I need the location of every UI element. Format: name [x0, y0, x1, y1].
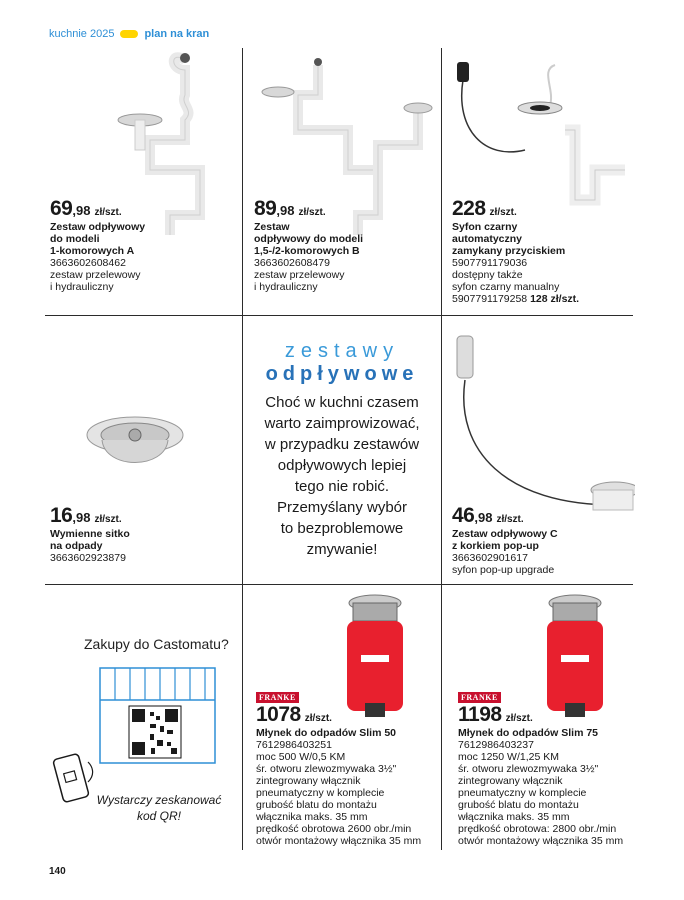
product-name-line: z korkiem pop-up	[452, 540, 539, 552]
price	[50, 504, 238, 527]
alt-product-code: 5907791179258	[452, 293, 528, 305]
grinder-50-image	[335, 593, 415, 723]
product-code: 3663602901617	[452, 552, 528, 564]
product-desc-line: włącznika maks. 35 mm	[458, 811, 570, 823]
product-card	[256, 703, 440, 847]
product-name-line: zamykany przyciskiem	[452, 245, 566, 257]
product-desc-line: i hydrauliczny	[50, 281, 114, 293]
product-desc-line: pneumatyczny w komplecie	[458, 787, 587, 799]
product-name-line: Młynek do odpadów Slim 50	[256, 727, 397, 739]
qr-note-line: kod QR!	[136, 809, 181, 823]
grid-divider	[45, 584, 633, 585]
price-main: 228	[452, 197, 486, 220]
product-desc-line: śr. otworu zlewozmywaka 3½"	[256, 763, 397, 775]
feature-title-2: odpływowe	[265, 363, 419, 385]
product-name-line: 1,5-/2-komorowych B	[254, 245, 360, 257]
product-name-line: do modeli	[50, 233, 100, 245]
feature-text-line: odpływowych lepiej	[277, 457, 407, 474]
product-name-line: 1-komorowych A	[50, 245, 135, 257]
feature-title-1: zestawy	[284, 340, 400, 362]
product-name-line: Zestaw odpływowy	[50, 221, 146, 233]
alt-product-row	[452, 293, 632, 305]
black-siphon-image	[445, 50, 635, 220]
feature-text-line: warto zaimprowizować,	[264, 415, 420, 432]
product-desc-line: i hydrauliczny	[254, 281, 318, 293]
grid-divider	[45, 315, 633, 316]
product-desc-line: zestaw przelewowy	[254, 269, 345, 281]
product-card	[254, 197, 438, 293]
price-unit: zł/szt.	[94, 514, 122, 525]
product-desc-line: grubość blatu do montażu	[256, 799, 377, 811]
product-name-line: odpływowy do modeli	[254, 233, 364, 245]
section-label: kuchnie 2025	[49, 28, 115, 40]
product-name-line: Zestaw odpływowy C	[452, 528, 558, 540]
product-code: 7612986403251	[256, 739, 332, 751]
product-desc-line: pneumatyczny w komplecie	[256, 787, 385, 799]
product-code: 5907791179036	[452, 257, 528, 269]
product-card	[458, 703, 638, 847]
product-name-line: na odpady	[50, 540, 103, 552]
product-name-line: Syfon czarny	[452, 221, 518, 233]
product-desc-line: zintegrowany włącznik	[458, 775, 563, 787]
grinder-75-image	[535, 593, 615, 723]
price-main: 69	[50, 197, 73, 220]
product-desc-line: syfon pop-up upgrade	[452, 564, 555, 576]
feature-text-line: to bezproblemowe	[280, 520, 404, 537]
product-desc-line: prędkość obrotowa: 2800 obr./min	[458, 823, 617, 835]
product-desc-line: śr. otworu zlewozmywaka 3½"	[458, 763, 599, 775]
strainer-image	[80, 400, 190, 490]
product-code: 3663602608479	[254, 257, 330, 269]
product-card	[50, 504, 238, 564]
product-name-line: Zestaw	[254, 221, 290, 233]
price-decimal: ,98	[72, 203, 91, 218]
product-desc-line: moc 500 W/0,5 KM	[256, 751, 346, 763]
price	[50, 197, 238, 220]
price	[458, 703, 638, 726]
page-number: 140	[49, 866, 66, 877]
price-main: 46	[452, 504, 475, 527]
franke-logo: FRANKE	[458, 692, 501, 703]
price-decimal: ,98	[72, 510, 91, 525]
price-main: 89	[254, 197, 277, 220]
product-desc-line: dostępny także	[452, 269, 523, 281]
product-desc-line: grubość blatu do montażu	[458, 799, 579, 811]
feature-text-line: tego nie robić.	[294, 478, 390, 495]
product-desc-line: zestaw przelewowy	[50, 269, 141, 281]
drain-sets-feature	[243, 340, 441, 560]
price-main: 16	[50, 504, 73, 527]
price-decimal: ,98	[276, 203, 295, 218]
feature-text-line: Choć w kuchni czasem	[265, 394, 419, 411]
price-unit: zł/szt.	[489, 207, 517, 218]
product-desc-line: prędkość obrotowa 2600 obr./min	[256, 823, 412, 835]
product-desc-line: syfon czarny manualny	[452, 281, 560, 293]
feature-text-line: Przemyślany wybór	[276, 499, 408, 516]
price	[254, 197, 438, 220]
price-unit: zł/szt.	[298, 207, 326, 218]
price-decimal: ,98	[474, 510, 493, 525]
product-name-line: Wymienne sitko	[50, 528, 130, 540]
feature-text	[243, 392, 441, 560]
product-desc-line: moc 1250 W/1,25 KM	[458, 751, 559, 763]
feature-text-line: w przypadku zestawów	[264, 436, 420, 453]
franke-logo: FRANKE	[256, 692, 299, 703]
product-name-line: Młynek do odpadów Slim 75	[458, 727, 599, 739]
price-unit: zł/szt.	[94, 207, 122, 218]
castomat-illustration	[95, 660, 220, 770]
product-card	[452, 504, 632, 576]
price-unit: zł/szt.	[304, 713, 332, 724]
product-code: 3663602608462	[50, 257, 126, 269]
product-desc-line: otwór montażowy włącznika 35 mm	[458, 835, 624, 847]
alt-product-price: 128 zł/szt.	[530, 293, 580, 305]
product-desc-line: włącznika maks. 35 mm	[256, 811, 368, 823]
price-main: 1198	[458, 703, 502, 726]
price	[452, 504, 632, 527]
popup-drain-image	[445, 330, 635, 527]
tag-label: plan na kran	[144, 28, 210, 40]
price-unit: zł/szt.	[505, 713, 533, 724]
product-desc-line: otwór montażowy włącznika 35 mm	[256, 835, 422, 847]
feature-text-line: zmywanie!	[306, 541, 378, 558]
page-header	[49, 28, 209, 40]
price-unit: zł/szt.	[496, 514, 524, 525]
product-code: 3663602923879	[50, 552, 126, 564]
product-card	[452, 197, 632, 305]
price	[452, 197, 632, 220]
product-card	[50, 197, 238, 293]
product-code: 7612986403237	[458, 739, 534, 751]
price-main: 1078	[256, 703, 301, 726]
product-name-line: automatyczny	[452, 233, 523, 245]
pill-icon	[120, 30, 138, 38]
qr-note	[84, 792, 234, 824]
grid-divider	[441, 48, 442, 850]
qr-title: Zakupy do Castomatu?	[84, 636, 229, 652]
price	[256, 703, 440, 726]
qr-note-line: Wystarczy zeskanować	[96, 793, 222, 807]
product-desc-line: zintegrowany włącznik	[256, 775, 361, 787]
